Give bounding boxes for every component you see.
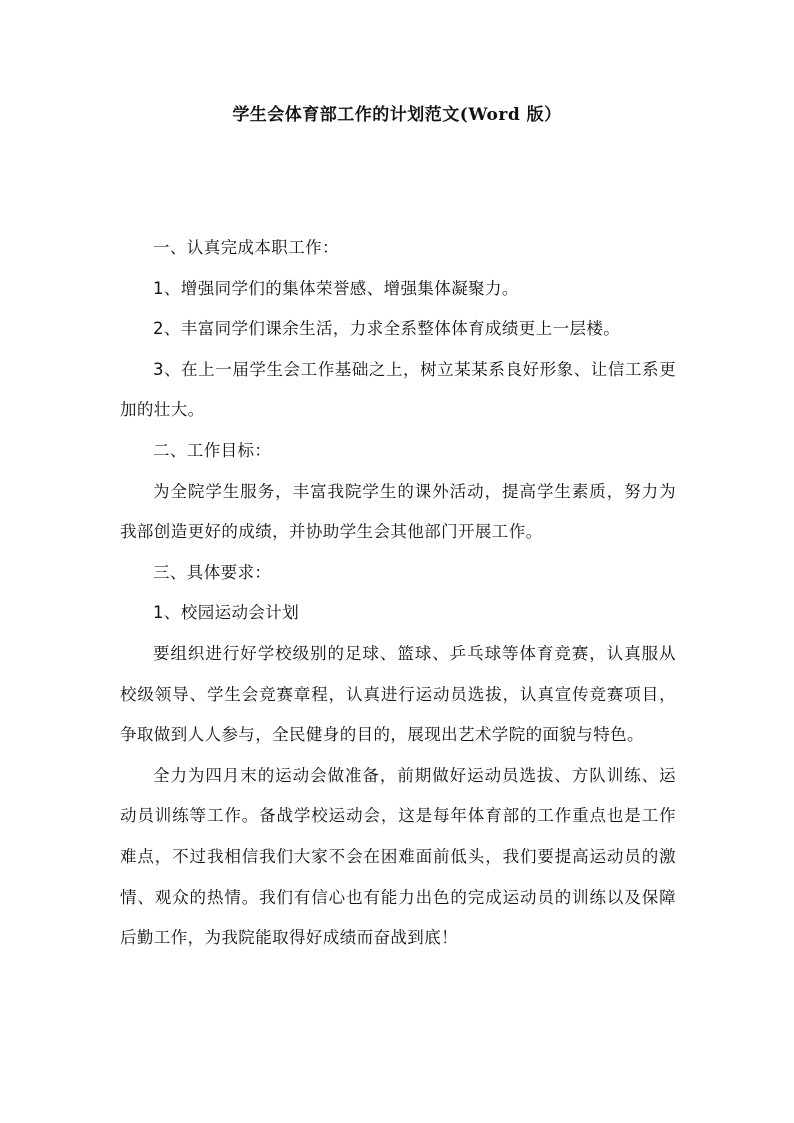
section-heading-2: 二、工作目标： bbox=[153, 440, 272, 460]
section-heading-3: 三、具体要求： bbox=[153, 562, 272, 582]
paragraph: 全力为四月末的运动会做准备，前期做好运动员选拔、方队训练、运动员训练等工作。备战学校运动会，这是每年体育部的工作重点也是工作难点，不过我相信我们大家不会在困难面前低头，我们要提高运动员的激情、观众的热情。我们有信心也有能力出色的完成运动员的训练以及保障后勤工作，为我院能取得好成绩而奋战到底！ bbox=[120, 765, 676, 948]
document-title: 学生会体育部工作的计划范文(Word 版） bbox=[232, 105, 562, 125]
paragraph: 要组织进行好学校级别的足球、篮球、乒乓球等体育竞赛，认真服从校级领导、学生会竞赛章程，认真进行运动员选拔，认真宣传竞赛项目，争取做到人人参与，全民健身的目的，展现出艺术学院的面貌与特色。 bbox=[120, 643, 676, 745]
paragraph: 1、增强同学们的集体荣誉感、增强集体凝聚力。 bbox=[153, 278, 519, 298]
paragraph: 2、丰富同学们课余生活，力求全系整体体育成绩更上一层楼。 bbox=[153, 319, 621, 339]
paragraph: 3、在上一届学生会工作基础之上，树立某某系良好形象、让信工系更加的壮大。 bbox=[120, 359, 676, 420]
subsection-heading: 1、校园运动会计划 bbox=[153, 603, 300, 623]
section-heading-1: 一、认真完成本职工作： bbox=[153, 238, 339, 257]
paragraph: 为全院学生服务，丰富我院学生的课外活动，提高学生素质，努力为我部创造更好的成绩，并协助学生会其他部门开展工作。 bbox=[120, 481, 676, 542]
document-body bbox=[120, 228, 676, 959]
